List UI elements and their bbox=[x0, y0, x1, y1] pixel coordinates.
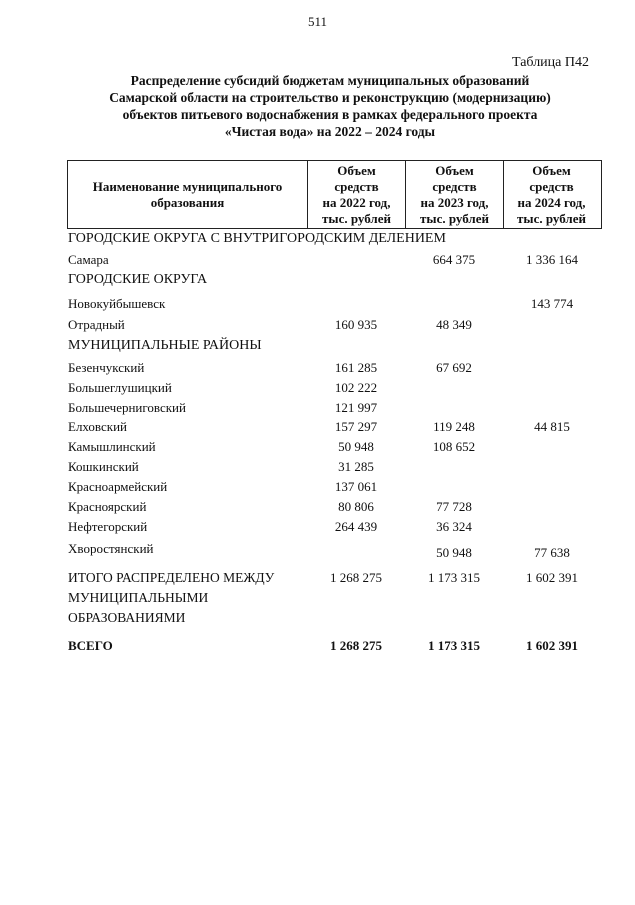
table-row bbox=[67, 400, 602, 420]
value-2022: 121 997 bbox=[334, 400, 378, 415]
header-text: тыс. рублей bbox=[517, 210, 586, 226]
value-2024: 44 815 bbox=[534, 419, 570, 434]
header-text: на 2023 год, bbox=[420, 194, 489, 210]
itogo-line: МУНИЦИПАЛЬНЫМИ bbox=[68, 590, 209, 605]
total-2024: 1 602 391 bbox=[526, 638, 578, 653]
row-name: Самара bbox=[68, 252, 109, 267]
row-name: Красноармейский bbox=[68, 479, 168, 494]
row-name: Красноярский bbox=[68, 499, 147, 514]
value-2022: 157 297 bbox=[334, 419, 378, 434]
table-row bbox=[67, 380, 602, 400]
row-name: Большечерниговский bbox=[68, 400, 186, 415]
table-row bbox=[67, 296, 602, 316]
table-row bbox=[67, 439, 602, 459]
header-2022-column bbox=[308, 161, 406, 228]
table-row bbox=[67, 419, 602, 439]
table-row bbox=[67, 360, 602, 380]
header-text: на 2024 год, bbox=[517, 194, 586, 210]
itogo-line: ОБРАЗОВАНИЯМИ bbox=[68, 610, 186, 625]
document-title bbox=[80, 72, 580, 140]
value-2023: 67 692 bbox=[436, 360, 472, 375]
value-2022: 31 285 bbox=[338, 459, 374, 474]
page-number: 511 bbox=[307, 14, 328, 29]
row-name: Новокуйбышевск bbox=[68, 296, 166, 311]
value-2024: 143 774 bbox=[530, 296, 574, 311]
itogo-2024: 1 602 391 bbox=[526, 570, 578, 585]
itogo-line: ИТОГО РАСПРЕДЕЛЕНО МЕЖДУ bbox=[68, 570, 275, 585]
total-row bbox=[67, 638, 602, 658]
total-2022: 1 268 275 bbox=[330, 638, 382, 653]
title-line: объектов питьевого водоснабжения в рамках федерального проекта bbox=[122, 107, 538, 122]
header-text: тыс. рублей bbox=[420, 210, 489, 226]
header-name-column bbox=[68, 161, 308, 228]
title-line: Самарской области на строительство и реконструкцию (модернизацию) bbox=[109, 90, 551, 105]
row-name: Камышлинский bbox=[68, 439, 156, 454]
value-2022: 161 285 bbox=[334, 360, 378, 375]
total-label: ВСЕГО bbox=[68, 638, 113, 653]
row-name: Елховский bbox=[68, 419, 127, 434]
value-2022: 102 222 bbox=[334, 380, 378, 395]
value-2023: 108 652 bbox=[432, 439, 476, 454]
row-name: Хворостянский bbox=[68, 541, 154, 556]
table-row bbox=[67, 459, 602, 479]
header-text: средств bbox=[529, 178, 574, 194]
header-2024-column bbox=[504, 161, 599, 228]
value-2022: 80 806 bbox=[338, 499, 374, 514]
title-line: «Чистая вода» на 2022 – 2024 годы bbox=[224, 124, 436, 139]
header-text: тыс. рублей bbox=[322, 210, 391, 226]
header-text: Объем bbox=[532, 162, 571, 178]
itogo-2022: 1 268 275 bbox=[330, 570, 382, 585]
section-heading: ГОРОДСКИЕ ОКРУГА С ВНУТРИГОРОДСКИМ ДЕЛЕНИЕМ bbox=[68, 231, 446, 246]
value-2022: 160 935 bbox=[334, 317, 378, 332]
row-name: Нефтегорский bbox=[68, 519, 148, 534]
section-heading: ГОРОДСКИЕ ОКРУГА bbox=[68, 272, 208, 287]
row-name: Безенчукский bbox=[68, 360, 145, 375]
header-text: Объем bbox=[337, 162, 376, 178]
value-2024: 1 336 164 bbox=[526, 252, 578, 267]
value-2023: 119 248 bbox=[433, 419, 475, 434]
total-2023: 1 173 315 bbox=[428, 638, 480, 653]
section-heading: МУНИЦИПАЛЬНЫЕ РАЙОНЫ bbox=[68, 338, 262, 353]
value-2023: 50 948 bbox=[436, 545, 472, 560]
table-row bbox=[67, 479, 602, 499]
value-2022: 137 061 bbox=[334, 479, 378, 494]
value-2023: 36 324 bbox=[436, 519, 472, 534]
table-row bbox=[67, 317, 602, 337]
value-2024: 77 638 bbox=[534, 545, 570, 560]
title-line: Распределение субсидий бюджетам муниципальных образований bbox=[130, 73, 530, 88]
header-text: средств bbox=[432, 178, 477, 194]
table-row bbox=[67, 499, 602, 519]
header-text: Объем bbox=[435, 162, 474, 178]
header-text: Наименование муниципального bbox=[92, 178, 283, 194]
row-name: Кошкинский bbox=[68, 459, 139, 474]
value-2023: 77 728 bbox=[436, 499, 472, 514]
table-header bbox=[67, 160, 602, 229]
header-text: образования bbox=[150, 194, 225, 210]
itogo-row-values bbox=[67, 570, 602, 590]
header-text: средств bbox=[334, 178, 379, 194]
header-2023-column bbox=[406, 161, 504, 228]
value-2022: 264 439 bbox=[334, 519, 378, 534]
value-2023: 664 375 bbox=[432, 252, 476, 267]
table-row bbox=[67, 519, 602, 539]
row-name: Большеглушицкий bbox=[68, 380, 172, 395]
header-text: на 2022 год, bbox=[322, 194, 391, 210]
table-row bbox=[67, 252, 602, 272]
value-2022: 50 948 bbox=[338, 439, 374, 454]
value-2023: 48 349 bbox=[436, 317, 472, 332]
table-label: Таблица П42 bbox=[512, 55, 589, 70]
table-row-values bbox=[67, 545, 602, 565]
row-name: Отрадный bbox=[68, 317, 125, 332]
itogo-2023: 1 173 315 bbox=[428, 570, 480, 585]
